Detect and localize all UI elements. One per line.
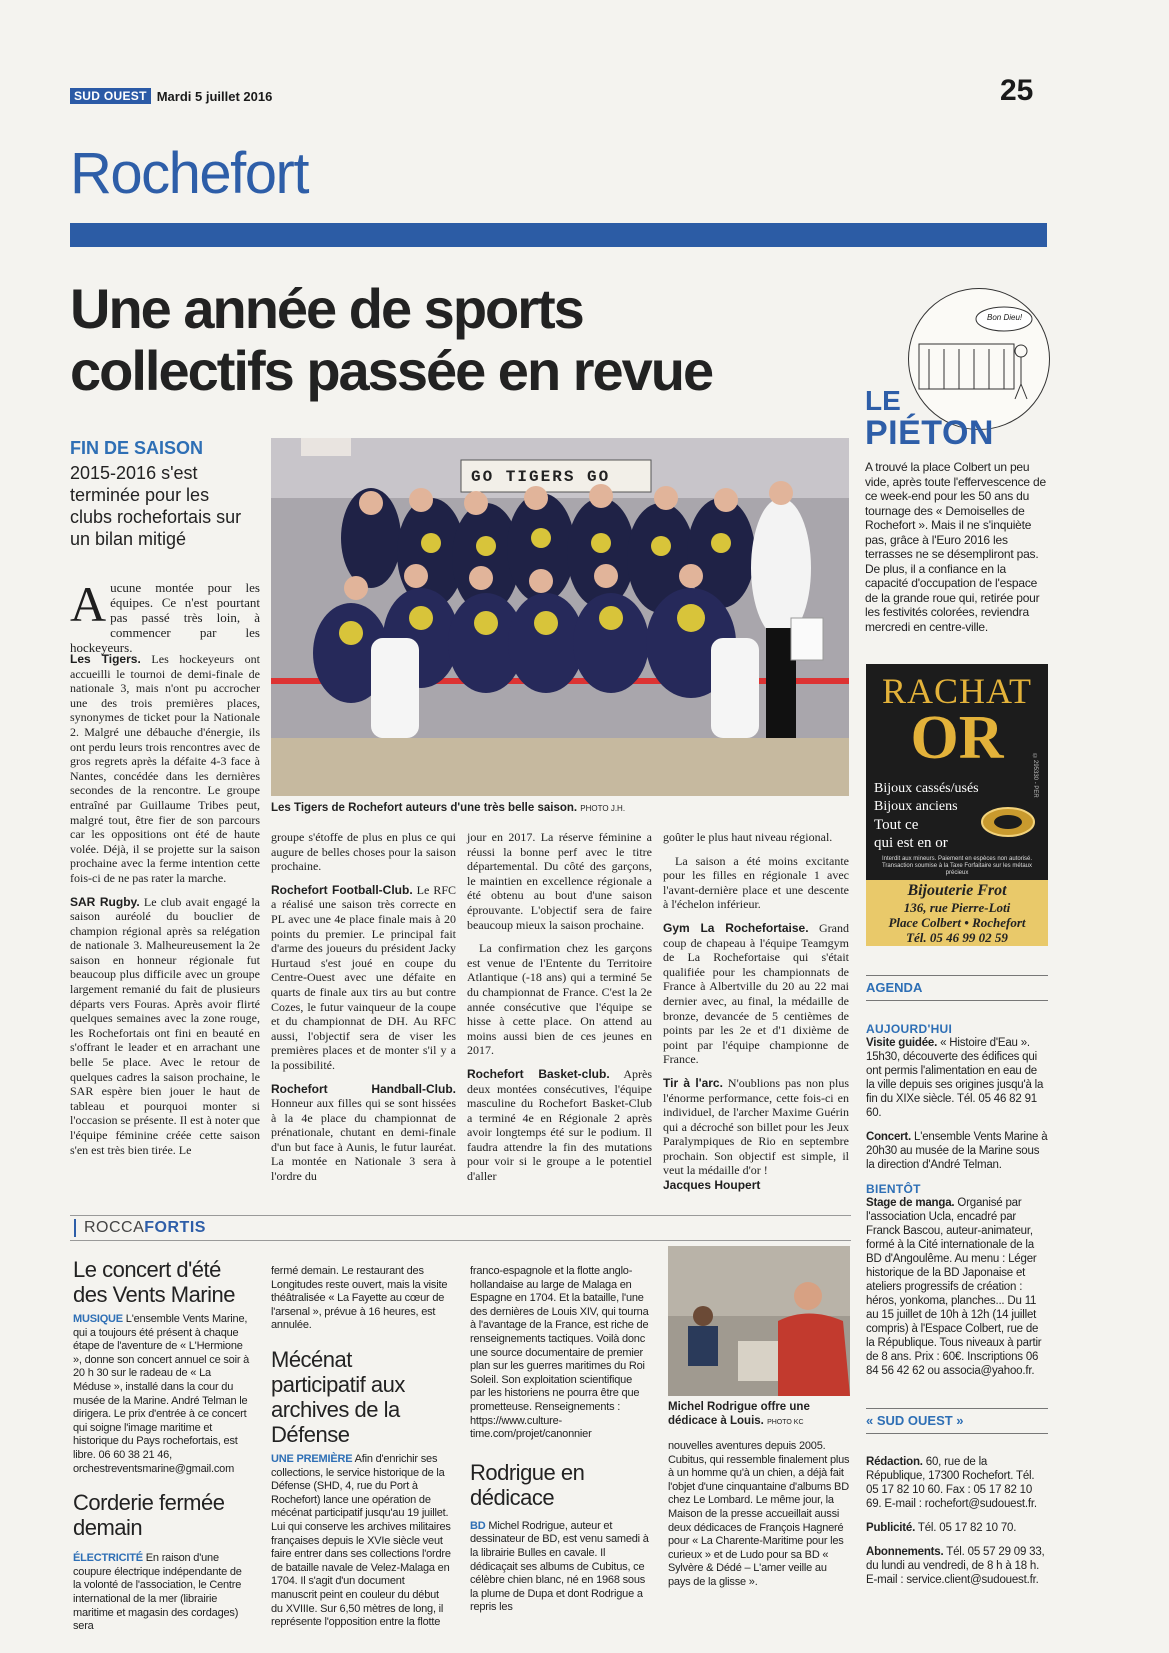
agenda-title: AGENDA bbox=[866, 980, 923, 995]
ad-shop-box bbox=[866, 880, 1048, 946]
roccafortis-band bbox=[70, 1215, 851, 1241]
jewelry-icon bbox=[978, 796, 1040, 844]
deck: 2015-2016 s'est terminée pour les clubs rochefortais sur un bilan mitigé bbox=[70, 463, 242, 549]
contacts-body bbox=[866, 1455, 1048, 1587]
team-photo-illustration bbox=[271, 438, 849, 796]
agenda-soon-label: BIENTÔT bbox=[866, 1182, 921, 1196]
paragraph: SAR Rugby. Le club avait engagé la saison auréolé du bouclier de champion régional après sa relégation de nationale 3. Malheureusement la 2e saison en honneur régionale fut beaucoup plus difficile avec un groupe largement remanié du fait de plusieurs départs vers Fouras. Après avoir flirté quelques semaines avec la zone rouge, les Rochefortais ont fini en beauté en s'offrant le leader et en arrachant une belle 5e place. Avec le retour de quelques cadres la saison prochaine, le SAR espère bien jouer le haut de tableau et pourquoi monter si l'occasion se présente. Il est à noter que l'équipe féminine créée cette saison s'en est très bien tirée. Le bbox=[70, 894, 260, 1157]
roccafortis-label bbox=[84, 1219, 206, 1237]
ad-item: Bijoux anciens bbox=[874, 799, 958, 814]
paragraph: Tir à l'arc. N'oublions pas non plus l'énorme performance, cette fois-ci en individuel, de l'archer Maxime Guérin qui a décroché son billet pour les Jeux Paralympiques de Rio en septembre prochain. Son objectif est simple, il veut la médaille d'or ! bbox=[663, 1075, 850, 1178]
ad-shop-name: Bijouterie Frot bbox=[907, 882, 1007, 899]
ad-item: Bijoux cassés/usés bbox=[874, 781, 979, 796]
agenda-item: Visite guidée. « Histoire d'Eau ». 15h30, découverte des édifices qui ont permis l'alimentation en eau de la ville depuis ses origines jusqu'à la fin du XIXe siècle. Tél. 05 46 82 91 60. bbox=[866, 1037, 1044, 1119]
paragraph: Gym La Rochefortaise. Grand coup de chapeau à l'équipe Teamgym de La Rochefortaise qui s'était qualifiée pour les championnats de France à Albertville du 20 au 22 mai dernier avec, au final, la médaille de bronze, devancée de 5 centièmes de points par les 2e et d'1 dixième de point par l'équipe championne de France. bbox=[663, 920, 849, 1067]
section-title: Rochefort bbox=[70, 141, 308, 206]
ad-fine-print: Interdit aux mineurs. Paiement en espèces non autorisé. Transaction soumise à la Taxe Forfaitaire sur les métaux précieux bbox=[881, 856, 1033, 876]
rocca-col-4 bbox=[668, 1440, 850, 1590]
rocca-article-text: fermé demain. Le restaurant des Longitudes reste ouvert, mais la visite théâtralisée « La Fayette au cœur de l'arsenal », prévue à 16 heures, est annulée. bbox=[271, 1265, 448, 1332]
rocca-article-text: BD Michel Rodrigue, auteur et dessinateur de BD, est venu samedi à la librairie Bulles en cavale. Il dédicaçait ses albums de Cubitus, ce célèbre chien blanc, né en 1968 sous la plume de Dupa et dont Rodrigue a repris les bbox=[470, 1519, 649, 1614]
ad-item: Tout ce bbox=[874, 817, 919, 833]
rodrigue-caption-text: Michel Rodrigue offre une dédicace à Louis. bbox=[668, 1401, 810, 1427]
rocca-article-title: Le concert d'été des Vents Marine bbox=[73, 1257, 235, 1307]
contact-item: Abonnements. Tél. 05 57 29 09 33, du lundi au vendredi, de 8 h à 18 h. E-mail : service.client@sudouest.fr. bbox=[866, 1546, 1045, 1586]
ad-shop-address: 136, rue Pierre-Loti bbox=[903, 900, 1011, 915]
ad-ref: ©295330 - PER bbox=[1032, 754, 1038, 798]
rodrigue-photo-credit: PHOTO KC bbox=[767, 1419, 804, 1426]
ad-item: qui est en or bbox=[874, 835, 948, 851]
rachat-or-ad[interactable] bbox=[866, 664, 1048, 946]
issue-date: Mardi 5 juillet 2016 bbox=[156, 88, 273, 104]
paragraph: Rochefort Basket-club. Après deux montées consécutives, l'équipe masculine du Rochefort Basket-Club a terminé 4e en Régionale 2 après avoir longtemps été sur le podium. Il faudra attendre la fin des mutations pour voir si le groupe a le potentiel d'aller bbox=[467, 1066, 653, 1184]
agenda-item: Concert. L'ensemble Vents Marine à 20h30 au musée de la Marine sous la direction d'André Telman. bbox=[866, 1131, 1048, 1171]
agenda-header bbox=[866, 975, 1048, 1001]
rocca-article-text: franco-espagnole et la flotte anglo-hollandaise au large de Malaga en Espagne en 1704. Et la bataille, l'une des dernières de Louis XIV, qui tourna à l'avantage de la France, est riche de renseignements tactiques. Voilà donc une source documentaire de premier plan sur les guerres maritimes du Roi Soleil. Son exploitation scientifique par les historiens ne pourra être que prometteuse. Renseignements : https://www.culture-time.com/projet/canonnier bbox=[470, 1265, 649, 1441]
rocca-kicker: ÉLECTRICITÉ bbox=[73, 1552, 143, 1565]
pieton-title-line1: LE bbox=[865, 385, 901, 416]
rocca-article-text: UNE PREMIÈRE Afin d'enrichir ses collections, le service historique de la Défense (SHD, 4, rue du Port à Rochefort) lance une opération de mécénat participatif jusqu'au 19 juillet. Lui qui conserve les archives militaires françaises depuis le XVIe siècle veut faire entrer dans ses collections l'ordre de bataille navale de Velez-Malaga en 1704. Il s'agit d'un document manuscrit peint en couleur du début du XVIIIe. Sur 6,50 mètres de long, il représente l'opposition entre la flotte bbox=[271, 1452, 451, 1629]
pieton-text: A trouvé la place Colbert un peu vide, après toute l'effervescence de ce week-end pour les 50 ans du tournage des « Demoiselles de Rochefort ». Mais il ne s'inquiète pas, grâce à l'Euro 2016 les terrasses ne se désempliront pas. De plus, il a confiance en la capacité d'occupation de l'espace de la grande roue qui, retirée pour les festivités colorées, reviendra mercredi en centre-ville. bbox=[865, 460, 1046, 634]
paragraph: La saison a été moins excitante pour les filles en régionale 1 avec l'avant-dernière place et une descente à l'échelon inférieur. bbox=[663, 853, 849, 912]
rodrigue-photo bbox=[668, 1246, 850, 1396]
agenda-today-label: AUJOURD'HUI bbox=[866, 1022, 953, 1036]
agenda-item: Stage de manga. Organisé par l'association Ucla, encadré par Franck Bascou, auteur-animateur, formé à la Cité internationale de la BD d'Angoulême. Au menu : Léger historique de la BD Japonaise et ateliers progressifs de création : héros, yonkoma, planches... Du 11 au 15 juillet de 10h à 12h (14 juillet compris) à l'Espace Colbert, rue de la République. Tous niveaux à partir de 8 ans. Prix : 60€. Inscriptions 06 84 56 42 62 ou associa@yahoo.fr. bbox=[866, 1197, 1042, 1377]
rodrigue-photo-illustration bbox=[668, 1246, 850, 1396]
headline-line-2: collectifs passée en revue bbox=[70, 339, 713, 402]
paragraph: groupe s'étoffe de plus en plus ce qui augure de belles choses pour la saison prochaine. bbox=[271, 830, 456, 874]
contacts-title: « SUD OUEST » bbox=[866, 1413, 964, 1428]
page-number: 25 bbox=[1000, 74, 1034, 107]
ad-rachat: RACHAT bbox=[881, 671, 1033, 711]
paragraph: jour en 2017. La réserve féminine a réussi la bonne perf avec le titre départemental. Du côté des garçons, le maintien en excellence régionale a été obtenu au bout d'une saison éprouvante. L'objectif sera de faire beaucoup mieux la saison prochaine. bbox=[467, 830, 652, 932]
photo-caption-text: Les Tigers de Rochefort auteurs d'une très belle saison. bbox=[271, 802, 578, 814]
ad-shop-address: Place Colbert • Rochefort bbox=[888, 915, 1026, 930]
ad-items bbox=[874, 780, 979, 852]
rocca-article-text: MUSIQUE L'ensemble Vents Marine, qui a toujours été présent à chaque étape de l'aventure de « L'Hermione », donne son concert annuel ce soir à 20 h 30 sur le radeau de « La Méduse », installé dans la cour du musée de la Marine. André Telman le dirigera. Le prix d'entrée à ce concert qui soigne l'image maritime et historique du Pays rochefortais, est libre. 06 60 38 21 46, orchestreventsmarine@gmail.com bbox=[73, 1313, 250, 1475]
masthead bbox=[70, 88, 272, 104]
pieton-title-line2: PIÉTON bbox=[865, 414, 994, 452]
article-column-3 bbox=[467, 830, 652, 1193]
lead-paragraph bbox=[70, 576, 260, 655]
ad-or: OR bbox=[910, 704, 1004, 772]
dropcap: A bbox=[70, 576, 107, 632]
photo-banner-text: GO TIGERS GO bbox=[471, 468, 611, 486]
rodrigue-photo-caption bbox=[668, 1400, 850, 1430]
contacts-header bbox=[866, 1408, 1048, 1434]
rocca-article-title: Rodrigue en dédicace bbox=[470, 1459, 585, 1510]
rocca-kicker: MUSIQUE bbox=[73, 1313, 123, 1325]
article-column-4 bbox=[663, 830, 849, 1193]
kicker: FIN DE SAISON bbox=[70, 438, 204, 458]
paragraph: Les Tigers. Les hockeyeurs ont accueilli le tournoi de demi-finale de nationale 3, mais n'ont pu accrocher une des trois premières places, synonymes de ticket pour la Nationale 2. Malgré une débauche d'énergie, ils ont perdu leurs trois rencontres avec de gros regrets après la défaite 4-3 face à Nantes, concédée dans les dernières secondes de la rencontre. Le groupe entraîné par Guillaume Tribes peut, malgré tout, être fier de son parcours car les oppositions ont été de haute volée. Déjà, il se projette sur la saison prochaine avec la ferme intention cette fois-ci de ne pas rater la marche. bbox=[70, 652, 260, 885]
pieton-title bbox=[865, 385, 994, 452]
photo-caption bbox=[271, 802, 625, 814]
contact-item: Publicité. Tél. 05 17 82 10 70. bbox=[866, 1522, 1017, 1534]
paragraph: La confirmation chez les garçons est venue de l'Entente du Territoire Atlantique (-18 ans) qui a terminé 5e du championnat de France. C'est la 2e année consécutive que l'équipe se hisse à cette place. On attend au moins aussi bien de ces jeunes en 2017. bbox=[467, 941, 652, 1058]
brand-logo: SUD OUEST bbox=[70, 88, 151, 104]
roccafortis-label-a: ROCCA bbox=[84, 1219, 145, 1236]
author: Jacques Houpert bbox=[663, 1178, 761, 1193]
rocca-col-3 bbox=[470, 1265, 650, 1615]
headline-line-1: Une année de sports bbox=[70, 277, 583, 340]
article-column-2 bbox=[271, 830, 456, 1193]
pieton-bubble: Bon Dieu! bbox=[987, 313, 1023, 322]
rocca-kicker: UNE PREMIÈRE bbox=[271, 1452, 353, 1465]
rocca-article-title: Mécénat participatif aux archives de la Défense bbox=[271, 1346, 405, 1447]
article-column-1 bbox=[70, 652, 260, 1166]
paragraph: goûter le plus haut niveau régional. bbox=[663, 830, 833, 844]
rocca-col-2 bbox=[271, 1265, 451, 1630]
main-headline bbox=[70, 278, 712, 402]
paragraph: Rochefort Handball-Club. Honneur aux filles qui se sont hissées à la 4e place du championnat de prénationale, chutant en demi-finale d'un but face à Aunis, le futur lauréat. La montée en Nationale 3 sera à l'ordre du bbox=[271, 1081, 456, 1184]
rocca-article-text: ÉLECTRICITÉ En raison d'une coupure électrique indépendante de la volonté de l'association, le Centre international de la mer (librairie maritime et magasin des cordages) sera bbox=[73, 1552, 242, 1633]
photo-credit: PHOTO J.H. bbox=[580, 804, 626, 813]
team-photo bbox=[271, 438, 849, 796]
rocca-col-1 bbox=[73, 1257, 251, 1634]
lead-text: ucune montée pour les équipes. Ce n'est pourtant pas passé très loin, à commencer par les hockeyeurs. bbox=[70, 580, 260, 655]
rocca-article-title: Corderie fermée demain bbox=[73, 1490, 225, 1541]
section-bar bbox=[70, 223, 1047, 247]
rocca-article-text: nouvelles aventures depuis 2005. Cubitus, qui ressemble finalement plus à un homme qu'à un chien, a déjà fait l'objet d'une cinquantaine d'albums BD chez Le Lombard. Le même jour, la Maison de la presse accueillait aussi deux dédicaces de François Hagneré pour « La Charente-Maritime pour les curieux » et de Ludo pour sa BD « Sylvère & Dédé – L'amer veille au pays de la glisse ». bbox=[668, 1440, 850, 1588]
roccafortis-label-b: FORTIS bbox=[144, 1219, 206, 1236]
contact-item: Rédaction. 60, rue de la République, 17300 Rochefort. Tél. 05 17 82 10 60. Fax : 05 17 82 10 69. E-mail : rochefort@sudouest.fr. bbox=[866, 1456, 1037, 1510]
paragraph: Rochefort Football-Club. Le RFC a réalisé une saison très correcte en PL avec une 4e place finale mais à 20 points du premier. Le principal fait d'arme des joueurs du président Jacky Hurtaud s'est joué en coupe du Centre-Ouest avec une défaite en quarts de finale aux tirs au but contre Cozes, le futur vainqueur de la coupe et du championnat de DH. Au RFC aussi, l'objectif sera de viser les premières places et de monter s'il y a la possibilité. bbox=[271, 882, 456, 1072]
rocca-kicker: BD bbox=[470, 1519, 486, 1532]
agenda-body bbox=[866, 1022, 1048, 1378]
ad-shop-phone: Tél. 05 46 99 02 59 bbox=[906, 930, 1008, 945]
